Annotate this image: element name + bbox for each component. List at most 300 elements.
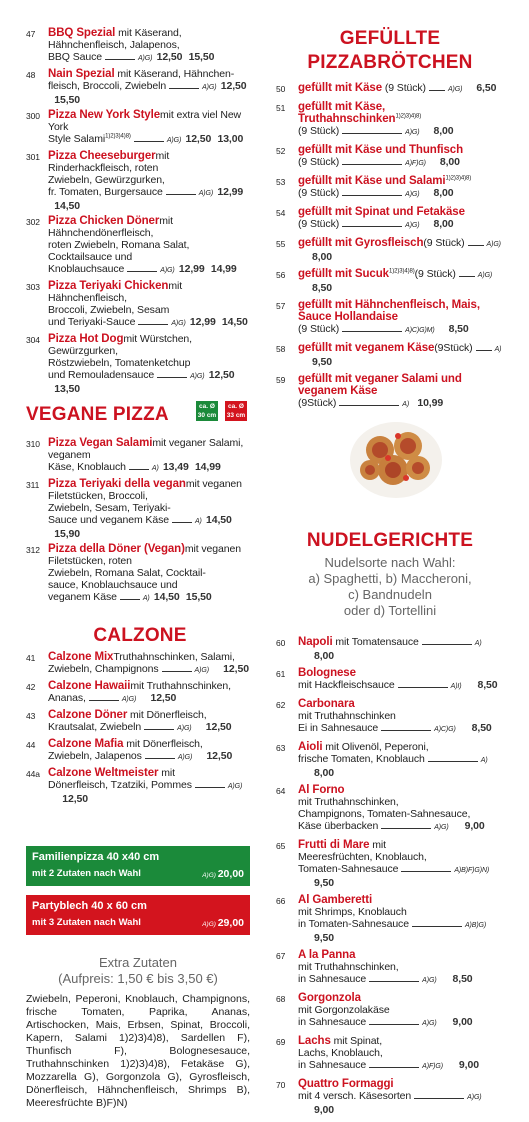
item-desc: Style Salami: [48, 133, 106, 145]
allergen-code: A)G): [190, 373, 205, 380]
dotted-leader: [381, 722, 431, 731]
allergen-code: A): [151, 465, 159, 472]
item-name: gefüllt mit veganem Käse: [298, 342, 435, 354]
price: 9,00: [458, 1059, 479, 1071]
size-badge-33: ca. Ø 33 cm: [226, 403, 246, 419]
item-desc: Zwiebeln, Jalapenos: [48, 750, 142, 762]
menu-item: [276, 784, 504, 834]
menu-item: [276, 175, 504, 201]
item-name: A la Panna: [298, 949, 356, 961]
item-desc: mit Käserand, Hähnchen-: [114, 68, 235, 80]
item-desc: Hähnchenfleisch, Jalapenos,: [48, 39, 180, 51]
item-number: 54: [276, 208, 286, 218]
price: 9,50: [311, 356, 332, 368]
dotted-leader: [105, 51, 135, 60]
item-name: Pizza Teriyaki Chicken: [48, 280, 169, 292]
price-large: 14,50: [54, 200, 80, 212]
item-desc: (9 Stück): [298, 125, 340, 137]
item-desc: (9 Stück): [382, 82, 426, 94]
price-large: 15,50: [188, 51, 215, 63]
menu-item: [26, 109, 254, 147]
item-name: Al Gamberetti: [298, 894, 373, 906]
price: 8,00: [311, 251, 332, 263]
banner-price: [202, 868, 244, 880]
banner-subtitle: mit 2 Zutaten nach Wahl: [32, 868, 141, 879]
menu-item: [26, 543, 254, 605]
item-number: 57: [276, 301, 286, 311]
allergen-code: A)G): [486, 241, 501, 248]
price-small: 12,50: [220, 80, 247, 92]
price: 8,50: [477, 679, 498, 691]
item-name: gefüllt mit Käse, Truthahnschinken: [298, 101, 396, 125]
item-number: 58: [276, 344, 286, 354]
item-desc: mit Rinderhackfleisch, roten: [48, 150, 170, 174]
item-desc: Sauce und veganem Käse: [48, 514, 169, 526]
menu-item: [276, 992, 504, 1030]
allergen-code: A)G): [160, 267, 175, 274]
item-desc: mit Hackfleischsauce: [298, 679, 395, 691]
dotted-leader: [162, 663, 192, 672]
item-name: gefüllt mit Käse: [298, 82, 383, 94]
dotted-leader: [166, 186, 196, 195]
item-desc: mit extra viel New York: [48, 109, 242, 133]
price-row: [395, 679, 498, 691]
item-desc: mit Käserand,: [115, 27, 182, 39]
dotted-leader: [398, 679, 448, 688]
dotted-leader: [401, 863, 451, 872]
extra-title: Extra Zutaten: [98, 955, 178, 970]
dotted-leader: [428, 753, 478, 762]
item-desc: (9 Stück): [298, 187, 340, 199]
item-desc: mit Truthahnschinken: [298, 710, 396, 722]
item-desc: Ananas,: [48, 692, 86, 704]
price: 20,00: [217, 868, 244, 880]
menu-item: [26, 215, 254, 277]
item-name: Calzone Döner: [48, 709, 128, 721]
item-desc: und Teriyaki-Sauce: [48, 316, 136, 328]
item-desc: mit Shrimps, Knoblauch: [298, 906, 407, 918]
menu-item: [276, 741, 504, 779]
price-large: 15,50: [54, 94, 80, 106]
extra-text: Zwiebeln, Peperoni, Knoblauch, Champignons, frische Tomaten, Paprika, Ananas, Artischocken, Mais, Erbsen, Spinat, Broccoli, Kapern, Salami 1)2)3)4)8), Sardellen F), Thunfisch F), Bolognesesauce, Truthahnschinken 1)2)3)4)8), Fetakäse G), Mozzarella G), Gorgonzola G), Gyrosfleisch, Dönerfleisch, Hähnchenfleisch, Shrimps B), Meeresfrüchte B)F)N): [26, 993, 250, 1109]
allergen-code: A)F)G): [405, 160, 426, 167]
allergen-code: A)C)G)M): [405, 327, 435, 334]
item-number: 67: [276, 951, 286, 961]
calzone-section: [26, 625, 254, 805]
item-number: 70: [276, 1080, 286, 1090]
item-name: Carbonara: [298, 698, 355, 710]
price: 8,00: [313, 767, 334, 779]
price-large: 14,99: [194, 461, 221, 473]
item-name: Gorgonzola: [298, 992, 361, 1004]
dotted-leader: [138, 316, 168, 325]
item-name: Calzone Weltmeister: [48, 767, 159, 779]
allergen-code: A): [480, 757, 488, 764]
item-desc: frische Tomaten, Knoblauch: [298, 753, 425, 765]
price-small: 13,49: [162, 461, 189, 473]
item-desc: Tomaten-Sahnesauce: [298, 863, 399, 875]
dotted-leader: [120, 591, 140, 600]
item-desc: fr. Tomaten, Burgersauce: [48, 186, 163, 198]
item-desc: mit Spinat,: [330, 1035, 383, 1047]
dotted-leader: [145, 750, 175, 759]
dotted-leader: [342, 187, 402, 196]
allergen-code: A)G): [202, 921, 218, 928]
item-desc: fleisch, Broccoli, Zwiebeln: [48, 80, 167, 92]
item-name: Bolognese: [298, 667, 356, 679]
menu-item: [276, 698, 504, 736]
item-number: 61: [276, 669, 286, 679]
item-desc: mit Hähnchenfleisch,: [48, 280, 183, 304]
price-row: [378, 820, 484, 832]
vegan-list: [26, 437, 254, 608]
item-name: Pizza Hot Dog: [48, 333, 124, 345]
item-name: Pizza Vegan Salami: [48, 437, 153, 449]
dotted-leader: [342, 323, 402, 332]
item-desc: mit 4 versch. Käsesorten: [298, 1090, 412, 1102]
allergen-code: A)G): [405, 222, 420, 229]
item-number: 304: [26, 335, 40, 345]
menu-item: [26, 651, 254, 677]
nudel-subtitle-line: oder d) Tortellini: [343, 603, 437, 618]
menu-item: [26, 709, 254, 735]
price: 6,50: [476, 82, 497, 94]
menu-item: [276, 268, 504, 294]
price: 12,50: [223, 663, 249, 675]
menu-item: [26, 68, 254, 106]
dotted-leader: [369, 1016, 419, 1025]
menu-item: [276, 206, 504, 232]
dotted-leader: [414, 1090, 464, 1099]
price-row: [366, 1059, 479, 1071]
price: 8,50: [311, 282, 332, 294]
gefuellte-section: [276, 28, 504, 409]
item-number: 66: [276, 896, 286, 906]
allergen-sup: 1)2)3)4)8): [445, 175, 472, 182]
nudel-subtitle-line: Nudelsorte nach Wahl:: [324, 555, 456, 570]
nudel-title: NUDELGERICHTE: [306, 530, 474, 551]
item-number: 59: [276, 375, 286, 385]
item-desc: mit Dönerfleisch,: [127, 709, 207, 721]
banner-price: [202, 917, 244, 929]
item-number: 301: [26, 152, 40, 162]
item-number: 68: [276, 994, 286, 1004]
item-desc: (9 Stück): [298, 156, 340, 168]
item-number: 42: [26, 682, 36, 692]
price-large: 15,90: [54, 528, 80, 540]
item-desc: mit veganer Salami, veganem: [48, 437, 244, 461]
item-name: Lachs: [298, 1035, 331, 1047]
menu-item: [26, 738, 254, 764]
item-name: BBQ Spezial: [48, 27, 116, 39]
item-desc: Dönerfleisch, Tzatziki, Pommes: [48, 779, 192, 791]
item-desc: mit: [158, 767, 175, 779]
price: 12,50: [150, 692, 177, 704]
item-desc: Käse, Knoblauch: [48, 461, 126, 473]
item-number: 302: [26, 217, 40, 227]
menu-item: [26, 767, 254, 805]
dotted-leader: [429, 82, 445, 91]
item-number: 44a: [26, 769, 40, 779]
dotted-leader: [127, 263, 157, 272]
menu-item: [276, 636, 504, 662]
item-name: Al Forno: [298, 784, 345, 796]
item-number: 44: [26, 740, 36, 750]
item-number: 52: [276, 146, 286, 156]
gefuellte-list: [276, 82, 504, 416]
item-number: 48: [26, 70, 36, 80]
item-name: Pizza Cheeseburger: [48, 150, 156, 162]
item-desc: in Tomaten-Sahnesauce: [298, 918, 409, 930]
dotted-leader: [195, 779, 225, 788]
extra-subtitle: (Aufpreis: 1,50 € bis 3,50 €): [58, 971, 218, 986]
dotted-leader: [412, 918, 462, 927]
price: 8,00: [433, 125, 454, 137]
price-small: 12,99: [178, 263, 205, 275]
item-name: Calzone Mafia: [48, 738, 124, 750]
dotted-leader: [89, 692, 119, 701]
price-row: [131, 133, 243, 145]
allergen-code: A)F)G): [422, 1063, 443, 1070]
menu-item: [276, 839, 504, 889]
item-number: 64: [276, 786, 286, 796]
item-number: 303: [26, 282, 40, 292]
menu-item: [26, 437, 254, 475]
item-desc: in Sahnesauce: [298, 1016, 367, 1028]
item-number: 50: [276, 84, 286, 94]
item-name: Calzone Mix: [48, 651, 114, 663]
item-desc: (9 Stück): [423, 237, 465, 249]
item-number: 60: [276, 638, 286, 648]
item-name: gefüllt mit Gyrosfleisch: [298, 237, 424, 249]
item-number: 65: [276, 841, 286, 851]
allergen-code: A)I): [450, 683, 462, 690]
item-name: gefüllt mit Spinat und Fetakäse: [298, 206, 465, 218]
item-name: Pizza della Döner (Vegan): [48, 543, 185, 555]
calzone-title: CALZONE: [93, 625, 187, 646]
allergen-sup: 1)2)3)4)8): [395, 113, 422, 120]
allergen-code: A)G): [166, 137, 182, 144]
price-row: [366, 973, 472, 985]
item-desc: mit Tomatensauce: [332, 636, 419, 648]
item-name: Pizza Teriyaki della vegan: [48, 478, 186, 490]
menu-item: [276, 82, 504, 96]
menu-item: [26, 478, 254, 540]
menu-item: [26, 27, 254, 65]
item-desc: (9 Stück): [298, 218, 340, 230]
menu-item: [26, 280, 254, 330]
dotted-leader: [459, 268, 475, 277]
price: 9,50: [313, 877, 334, 889]
dotted-leader: [422, 636, 472, 645]
price: 8,50: [452, 973, 473, 985]
item-number: 69: [276, 1037, 286, 1047]
dotted-leader: [468, 237, 484, 246]
price: 8,00: [313, 650, 334, 662]
item-desc: mit veganen Filetstücken, Broccoli,: [48, 478, 242, 502]
menu-item: [276, 1078, 504, 1116]
menu-item: [26, 333, 254, 395]
price: 8,00: [439, 156, 460, 168]
item-number: 56: [276, 270, 286, 280]
item-number: 41: [26, 653, 36, 663]
item-name: gefüllt mit veganer Salami und veganem Käse: [298, 373, 462, 397]
offer-banner: [26, 846, 250, 886]
dotted-leader: [369, 973, 419, 982]
price-small: 12,50: [185, 133, 212, 145]
dotted-leader: [342, 125, 402, 134]
price-large: 14,99: [210, 263, 237, 275]
dotted-leader: [369, 1059, 419, 1068]
item-desc: mit Hähnchendönerfleisch,: [48, 215, 173, 239]
pizza-rolls-photo: [348, 408, 444, 504]
item-name: gefüllt mit Sucuk: [298, 268, 389, 280]
price-large: 14,50: [221, 316, 248, 328]
item-name: Nain Spezial: [48, 68, 115, 80]
item-desc: mit: [369, 839, 386, 851]
item-desc: (9Stück): [434, 342, 473, 354]
item-desc: mit Truthahnschinken,: [298, 796, 399, 808]
item-desc: Zwiebeln, Romana Salat, Cocktail-: [48, 567, 206, 579]
price-row: [141, 721, 231, 733]
item-desc: Zwiebeln, Gewürzgurken,: [48, 174, 165, 186]
price-row: [159, 663, 249, 675]
allergen-code: A)G): [202, 872, 218, 879]
nudel-subtitle-line: a) Spaghetti, b) Maccheroni,: [308, 571, 472, 586]
extra-section: [26, 955, 250, 1110]
menu-item: [276, 144, 504, 170]
price: 10,99: [417, 397, 444, 409]
item-name: Pizza Chicken Döner: [48, 215, 160, 227]
item-desc: sauce, Knoblauchsauce und: [48, 579, 178, 591]
menu-item: [276, 949, 504, 987]
dotted-leader: [129, 461, 149, 470]
price-row: [86, 692, 176, 704]
dotted-leader: [157, 369, 187, 378]
price-row: [135, 316, 247, 328]
item-desc: Cocktailsauce und: [48, 251, 133, 263]
item-name: Napoli: [298, 636, 333, 648]
allergen-code: A): [494, 346, 502, 353]
price-row: [126, 461, 221, 473]
menu-item: [276, 1035, 504, 1073]
menu-item: [26, 680, 254, 706]
item-number: 63: [276, 743, 286, 753]
item-name: Aioli: [298, 741, 323, 753]
allergen-code: A)G): [447, 86, 463, 93]
gefuellte-title-2: PIZZABRÖTCHEN: [307, 52, 473, 73]
menu-item: [276, 342, 504, 368]
item-number: 312: [26, 545, 40, 555]
price: 9,00: [452, 1016, 473, 1028]
price-large: 15,50: [185, 591, 212, 603]
allergen-code: A)G): [137, 55, 153, 62]
allergen-code: A)B)G): [464, 922, 487, 929]
menu-item: [26, 150, 254, 212]
vegan-title: VEGANE PIZZA: [26, 404, 169, 425]
item-desc: Zwiebeln, Sesam, Teriyaki-: [48, 502, 171, 514]
menu-item: [276, 373, 504, 411]
price-small: 14,50: [153, 591, 180, 603]
item-desc: BBQ Sauce: [48, 51, 102, 63]
price: 8,00: [433, 187, 454, 199]
item-desc: und Remouladensauce: [48, 369, 155, 381]
price: 9,50: [313, 932, 334, 944]
item-desc: mit Olivenöl, Peperoni,: [322, 741, 429, 753]
allergen-code: A)G): [171, 320, 186, 327]
allergen-code: A)G): [434, 824, 449, 831]
price-small: 12,50: [208, 369, 235, 381]
item-desc: Zwiebeln, Champignons: [48, 663, 159, 675]
allergen-code: A)G): [202, 84, 217, 91]
item-desc: mit Truthahnschinken,: [130, 680, 231, 692]
allergen-code: A)G): [422, 977, 437, 984]
menu-item: [276, 101, 504, 139]
allergen-code: A): [474, 640, 482, 647]
menu-item: [276, 667, 504, 693]
item-desc: Lachs, Knoblauch,: [298, 1047, 383, 1059]
price: 8,50: [471, 722, 492, 734]
allergen-code: A)G): [405, 191, 420, 198]
item-number: 51: [276, 103, 286, 113]
item-desc: Käse überbacken: [298, 820, 379, 832]
price: 12,50: [62, 793, 88, 805]
item-desc: Ei in Sahnesauce: [298, 722, 379, 734]
item-name: gefüllt mit Käse und Thunfisch: [298, 144, 464, 156]
allergen-code: A)G): [194, 667, 209, 674]
allergen-code: A)G): [177, 754, 193, 761]
allergen-code: A)G): [467, 1094, 482, 1101]
item-number: 43: [26, 711, 36, 721]
nudel-subtitle: [276, 555, 504, 619]
size-badge-30: ca. Ø 30 cm: [197, 403, 217, 419]
price-row: [378, 722, 492, 734]
allergen-code: A)C)G): [434, 726, 456, 733]
allergen-sup: 1)2)3)4)8): [105, 133, 131, 140]
dotted-leader: [381, 820, 431, 829]
gefuellte-title-1: GEFÜLLTE: [339, 28, 441, 49]
dotted-leader: [342, 156, 402, 165]
price-small: 12,99: [217, 186, 244, 198]
offer-banner: [26, 895, 250, 935]
item-desc: mit Gorgonzolakäse: [298, 1004, 390, 1016]
banner-subtitle: mit 3 Zutaten nach Wahl: [32, 917, 141, 928]
item-name: Frutti di Mare: [298, 839, 370, 851]
item-desc: mit Würstchen, Gewürzgurken,: [48, 333, 192, 357]
allergen-code: A)G): [477, 272, 493, 279]
item-number: 300: [26, 111, 40, 121]
nudel-subtitle-line: c) Bandnudeln: [348, 587, 432, 602]
price-row: [117, 591, 212, 603]
allergen-code: A): [194, 518, 202, 525]
allergen-code: A)G): [121, 696, 137, 703]
item-desc: roten Zwiebeln, Romana Salat,: [48, 239, 190, 251]
item-desc: in Sahnesauce: [298, 1059, 367, 1071]
item-desc: mit veganen Filetstücken, roten: [48, 543, 241, 567]
allergen-code: A): [402, 401, 410, 408]
menu-item: [276, 894, 504, 944]
price-row: [142, 750, 232, 762]
item-desc: (9 Stück): [298, 323, 340, 335]
dotted-leader: [134, 133, 164, 142]
price: 9,00: [464, 820, 485, 832]
item-desc: veganem Käse: [48, 591, 117, 603]
item-desc: Champignons, Tomaten-Sahnesauce,: [298, 808, 471, 820]
banner-title: Familienpizza 40 x40 cm: [32, 851, 160, 863]
item-desc: Truthahnschinken, Salami,: [113, 651, 235, 663]
dotted-leader: [169, 80, 199, 89]
item-number: 53: [276, 177, 286, 187]
